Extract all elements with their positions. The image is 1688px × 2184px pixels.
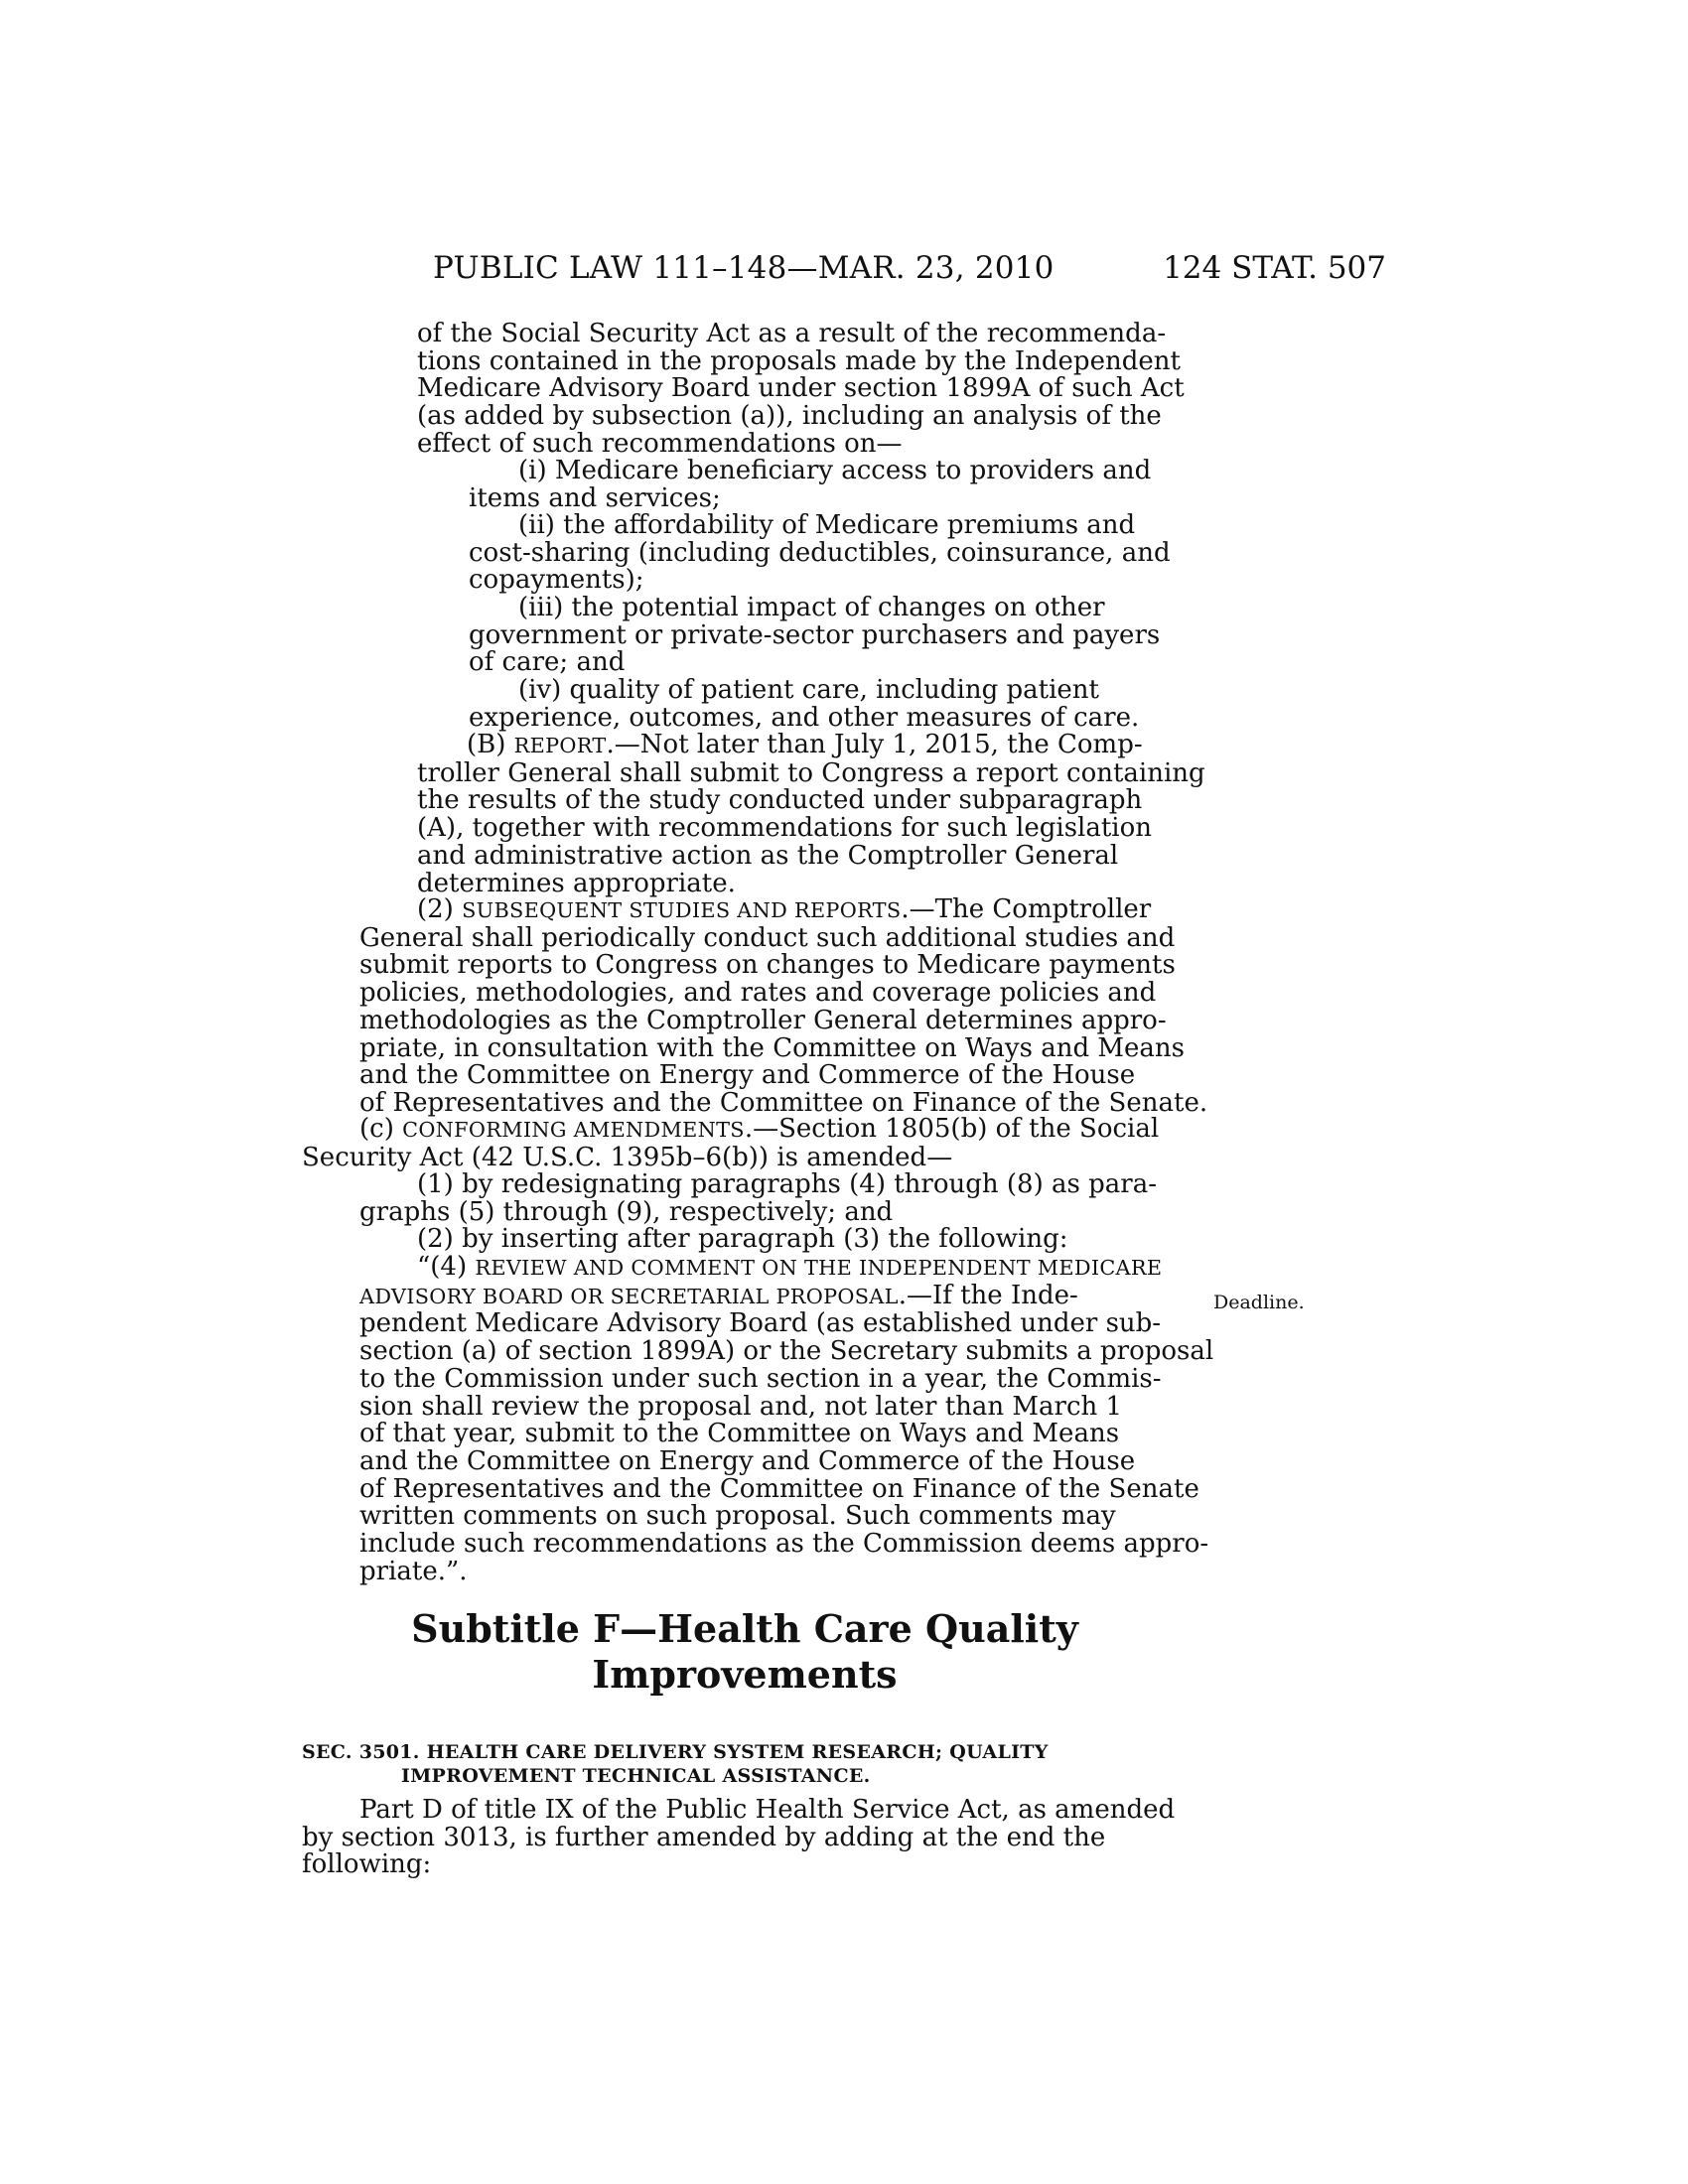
text-line: (i) Medicare beneficiary access to providers and bbox=[518, 456, 1152, 485]
header-page-number: 124 STAT. 507 bbox=[1163, 250, 1386, 286]
clause-ii bbox=[469, 512, 1182, 595]
text-line: and the Committee on Energy and Commerce of the House bbox=[359, 1060, 1136, 1091]
text-line: of the Social Security Act as a result of the recommenda- bbox=[417, 319, 1167, 348]
subsequent-studies-label: SUBSEQUENT STUDIES AND REPORTS bbox=[462, 898, 902, 922]
text-line: by section 3013, is further amended by adding at the end the bbox=[302, 1822, 1106, 1852]
text-line: (2) by inserting after paragraph (3) the following: bbox=[417, 1224, 1068, 1254]
text-line: Part D of title IX of the Public Health Service Act, as amended bbox=[359, 1795, 1176, 1825]
text-line: copayments); bbox=[469, 565, 644, 596]
text-line: priate.”. bbox=[359, 1556, 468, 1586]
text-line: to the Commission under such section in a year, the Commis- bbox=[359, 1363, 1162, 1394]
text-line bbox=[302, 1116, 1182, 1145]
text-line: troller General shall submit to Congress a report containing bbox=[417, 757, 1205, 788]
text-line: policies, methodologies, and rates and coverage policies and bbox=[359, 978, 1157, 1009]
subtitle-line: Improvements bbox=[592, 1652, 898, 1697]
para-prefix: (2) bbox=[417, 894, 463, 924]
text-fragment: .—Section 1805(b) of the Social bbox=[744, 1114, 1160, 1144]
section-heading-line: IMPROVEMENT TECHNICAL ASSISTANCE. bbox=[401, 1765, 871, 1787]
text-line: experience, outcomes, and other measures of care. bbox=[469, 702, 1140, 733]
text-line: cost-sharing (including deductibles, coinsurance, and bbox=[469, 537, 1171, 568]
text-line: effect of such recommendations on— bbox=[417, 428, 903, 459]
text-line: Medicare Advisory Board under section 1899A of such Act bbox=[417, 373, 1185, 404]
text-line: items and services; bbox=[469, 482, 721, 513]
section-heading bbox=[302, 1740, 1180, 1788]
text-line: government or private-sector purchasers and payers bbox=[469, 619, 1161, 650]
para-prefix: “(4) bbox=[417, 1252, 476, 1282]
clause-i bbox=[469, 458, 1182, 512]
text-line: and the Committee on Energy and Commerce of the House bbox=[359, 1445, 1136, 1476]
conforming-amendments-label: CONFORMING AMENDMENTS bbox=[402, 1118, 745, 1142]
text-line: include such recommendations as the Commission deems appro- bbox=[359, 1529, 1209, 1560]
text-line: following: bbox=[302, 1849, 432, 1880]
quoted-paragraph-4 bbox=[359, 1252, 1214, 1586]
continuation-paragraph bbox=[417, 319, 1185, 459]
section-heading-line: SEC. 3501. HEALTH CARE DELIVERY SYSTEM RESEARCH; QUALITY bbox=[302, 1741, 1049, 1763]
text-line: Security Act (42 U.S.C. 1395b–6(b)) is amended— bbox=[302, 1142, 953, 1172]
review-label-cont: ADVISORY BOARD OR SECRETARIAL PROPOSAL bbox=[359, 1284, 899, 1308]
text-line: (as added by subsection (a)), including an analysis of the bbox=[417, 401, 1162, 432]
text-line: (A), together with recommendations for such legislation bbox=[417, 813, 1153, 844]
text-line bbox=[417, 732, 1182, 760]
text-line: (1) by redesignating paragraphs (4) through (8) as para- bbox=[417, 1169, 1157, 1199]
header-title: PUBLIC LAW 111–148—MAR. 23, 2010 bbox=[433, 250, 1055, 286]
paragraph-2-subsequent-studies bbox=[359, 894, 1208, 1118]
text-line: tions contained in the proposals made by the Independent bbox=[417, 345, 1181, 376]
clause-iv bbox=[469, 677, 1182, 732]
text-line: methodologies as the Comptroller General determines appro- bbox=[359, 1005, 1167, 1035]
para-prefix: (B) bbox=[467, 730, 514, 759]
text-line: the results of the study conducted under subparagraph bbox=[417, 785, 1143, 816]
running-header bbox=[433, 248, 1386, 288]
text-line: (ii) the affordability of Medicare premiums and bbox=[518, 510, 1136, 540]
text-line: General shall periodically conduct such additional studies and bbox=[359, 922, 1176, 953]
text-line bbox=[359, 896, 1182, 925]
text-fragment: .—The Comptroller bbox=[901, 894, 1152, 924]
subtitle-line: Subtitle F—Health Care Quality bbox=[411, 1606, 1078, 1651]
text-line: priate, in consultation with the Committee on Ways and Means bbox=[359, 1032, 1185, 1063]
text-line: of that year, submit to the Committee on Ways and Means bbox=[359, 1419, 1120, 1449]
text-line: pendent Medicare Advisory Board (as established under sub- bbox=[359, 1308, 1162, 1339]
text-fragment: .—If the Inde- bbox=[898, 1280, 1078, 1310]
text-fragment: .—Not later than July 1, 2015, the Comp- bbox=[606, 730, 1143, 759]
text-line: graphs (5) through (9), respectively; and bbox=[359, 1196, 894, 1227]
subsection-c-conforming-amendments bbox=[302, 1116, 1182, 1171]
para-prefix: (c) bbox=[359, 1114, 403, 1144]
text-line: (iii) the potential impact of changes on other bbox=[518, 593, 1105, 622]
text-line: sion shall review the proposal and, not later than March 1 bbox=[359, 1391, 1123, 1422]
review-label: REVIEW AND COMMENT ON THE INDEPENDENT MEDICARE bbox=[475, 1256, 1163, 1280]
text-line: written comments on such proposal. Such comments may bbox=[359, 1501, 1116, 1532]
amendment-1 bbox=[359, 1171, 1182, 1226]
text-line: submit reports to Congress on changes to Medicare payments bbox=[359, 950, 1176, 981]
subtitle-heading bbox=[298, 1606, 1192, 1698]
text-line: section (a) of section 1899A) or the Secretary submits a proposal bbox=[359, 1336, 1214, 1367]
clause-iii bbox=[469, 595, 1182, 677]
text-line: of Representatives and the Committee on Finance of the Senate. bbox=[359, 1087, 1208, 1118]
section-text bbox=[302, 1797, 1182, 1879]
text-line: and administrative action as the Comptroller General bbox=[417, 840, 1119, 871]
text-line bbox=[359, 1280, 1182, 1311]
text-line: (iv) quality of patient care, including patient bbox=[518, 675, 1099, 705]
text-line: of Representatives and the Committee on Finance of the Senate bbox=[359, 1473, 1199, 1504]
report-label: REPORT bbox=[513, 734, 607, 757]
amendment-2 bbox=[359, 1226, 1182, 1254]
margin-note-deadline: Deadline. bbox=[1213, 1292, 1305, 1313]
text-line: determines appropriate. bbox=[417, 868, 736, 898]
text-line bbox=[359, 1254, 1182, 1283]
text-line: of care; and bbox=[469, 647, 626, 678]
subparagraph-b-report bbox=[417, 730, 1205, 898]
